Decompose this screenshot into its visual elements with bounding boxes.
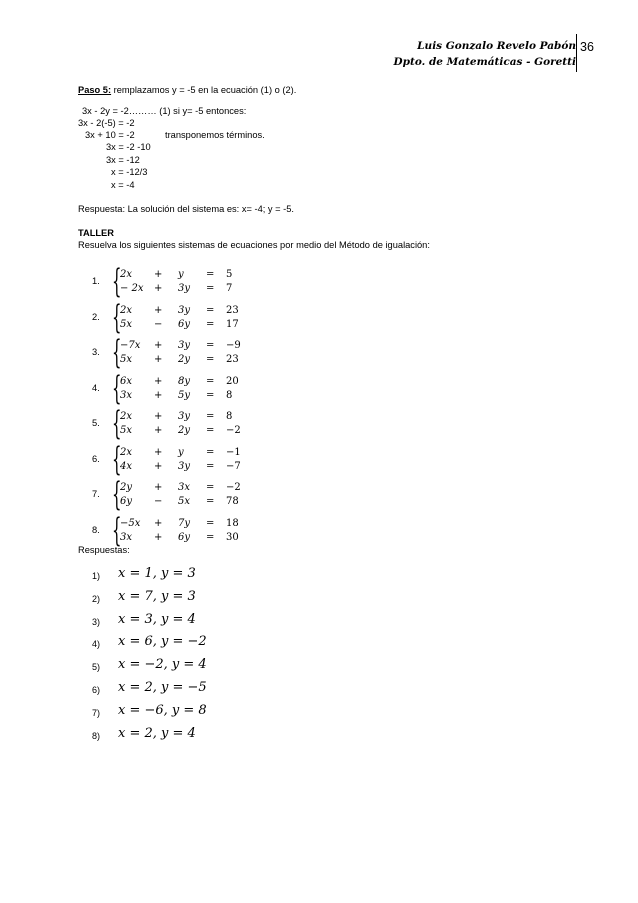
brace-icon: { xyxy=(112,332,122,371)
equation-term: 7y xyxy=(178,517,191,529)
equation-term: 2x xyxy=(120,411,133,422)
equation-row xyxy=(120,353,300,367)
work-line-6: 3x = -12 xyxy=(106,155,140,165)
equation-term: 6y xyxy=(178,531,191,543)
equation-term: 2x xyxy=(120,446,133,458)
work-line-7: x = -12/3 xyxy=(111,167,148,177)
equation-term: 3y xyxy=(178,340,191,351)
equation-term: 4x xyxy=(120,460,133,472)
equation-term: = xyxy=(206,411,215,422)
equation-term: 3y xyxy=(178,283,191,294)
equation-term: −7x xyxy=(120,340,141,351)
equation-term: 5 xyxy=(226,269,233,280)
equation-term: = xyxy=(206,446,215,458)
equation-row xyxy=(120,375,300,389)
equation-term: = xyxy=(206,496,215,507)
equation-term: = xyxy=(206,482,215,493)
answer-value: x = −6, y = 8 xyxy=(118,702,207,718)
equation-term: + xyxy=(154,283,163,294)
system-equations xyxy=(120,339,300,367)
system-number: 2. xyxy=(92,311,100,322)
header-dept: Dpto. de Matemáticas - Goretti xyxy=(393,56,576,68)
equation-term: + xyxy=(154,425,163,436)
answer-value: x = −2, y = 4 xyxy=(118,657,207,673)
equation-term: = xyxy=(206,318,215,330)
equation-term: y xyxy=(178,269,184,280)
equation-row xyxy=(120,481,300,495)
equation-term: 5x xyxy=(120,354,133,365)
equation-term: 78 xyxy=(226,496,239,507)
system-number: 3. xyxy=(92,347,100,357)
equation-row xyxy=(120,268,300,282)
equation-term: 6x xyxy=(120,375,133,387)
system-number: 5. xyxy=(92,418,100,428)
system-equations xyxy=(120,517,300,545)
equation-row xyxy=(120,517,300,531)
answer-value: x = 1, y = 3 xyxy=(118,566,196,581)
answer-value: x = 6, y = −2 xyxy=(118,634,207,650)
answer-number: 7) xyxy=(92,707,101,718)
equation-term: −5x xyxy=(120,517,141,529)
system-equations xyxy=(120,268,300,296)
equation-term: −2 xyxy=(226,482,241,493)
page-number: 36 xyxy=(580,40,594,54)
equation-term: 5x xyxy=(120,425,133,436)
equation-term: = xyxy=(206,531,215,543)
work-line-3: 3x + 10 = -2 xyxy=(85,130,135,140)
equation-row xyxy=(120,495,300,509)
answer-number: 8) xyxy=(92,730,101,741)
answer-number: 3) xyxy=(92,616,101,627)
equation-row xyxy=(120,446,300,460)
brace-icon: { xyxy=(112,261,122,300)
equation-term: 20 xyxy=(226,375,239,387)
step5-text: remplazamos y = -5 en la ecuación (1) o (2). xyxy=(111,85,297,95)
equation-row xyxy=(120,389,300,403)
equation-term: + xyxy=(154,269,163,280)
equation-term: = xyxy=(206,460,215,472)
brace-icon: { xyxy=(112,438,122,478)
system-equations xyxy=(120,481,300,509)
equation-row xyxy=(120,282,300,296)
answer-number: 5) xyxy=(92,662,101,673)
system-number: 8. xyxy=(92,524,100,535)
system-equations xyxy=(120,375,300,403)
answer-value: x = 7, y = 3 xyxy=(118,588,196,604)
work-line-2: 3x - 2(-5) = -2 xyxy=(78,118,135,128)
equation-term: 3x xyxy=(120,389,133,401)
equation-term: −7 xyxy=(226,460,241,472)
equation-term: + xyxy=(154,517,163,529)
work-line-8: x = -4 xyxy=(111,180,135,190)
equation-term: + xyxy=(154,304,163,316)
equation-term: 23 xyxy=(226,354,239,365)
equation-term: 3x xyxy=(120,531,133,543)
equation-term: 2x xyxy=(120,304,133,316)
equation-term: + xyxy=(154,531,163,543)
system-number: 4. xyxy=(92,382,100,393)
equation-row xyxy=(120,531,300,545)
equation-term: 7 xyxy=(226,283,233,294)
system-equations xyxy=(120,410,300,438)
answers-title: Respuestas: xyxy=(78,545,130,555)
equation-term: 2y xyxy=(120,482,133,493)
answer-number: 4) xyxy=(92,639,101,650)
equation-term: 5x xyxy=(178,496,191,507)
equation-row xyxy=(120,410,300,424)
equation-term: = xyxy=(206,389,215,401)
equation-term: + xyxy=(154,375,163,387)
equation-term: 17 xyxy=(226,318,239,330)
equation-term: 2y xyxy=(178,354,191,365)
equation-term: = xyxy=(206,269,215,280)
taller-instruction: Resuelva los siguientes sistemas de ecuaciones por medio del Método de igualación: xyxy=(78,240,430,250)
equation-row xyxy=(120,318,300,332)
equation-term: − xyxy=(154,496,163,507)
equation-term: + xyxy=(154,411,163,422)
brace-icon: { xyxy=(112,474,122,513)
equation-term: −2 xyxy=(226,425,241,436)
system-number: 6. xyxy=(92,453,100,464)
answer-value: x = 2, y = 4 xyxy=(118,725,196,741)
equation-term: = xyxy=(206,517,215,529)
equation-term: 30 xyxy=(226,531,239,543)
equation-term: −9 xyxy=(226,340,241,351)
equation-term: 8y xyxy=(178,375,191,387)
equation-term: − 2x xyxy=(120,283,144,294)
equation-term: + xyxy=(154,446,163,458)
step5-label: Paso 5: xyxy=(78,85,112,95)
equation-term: 3y xyxy=(178,411,191,422)
equation-term: 6y xyxy=(178,318,191,330)
brace-icon: { xyxy=(112,509,122,549)
answer-value: x = 3, y = 4 xyxy=(118,611,196,627)
equation-term: = xyxy=(206,375,215,387)
header-author: Luis Gonzalo Revelo Pabón xyxy=(417,40,576,52)
answer-value: x = 2, y = −5 xyxy=(118,680,207,695)
step5-paragraph xyxy=(78,84,296,96)
brace-icon: { xyxy=(112,367,122,407)
equation-row xyxy=(120,460,300,474)
work-line-5: 3x = -2 -10 xyxy=(106,142,151,152)
equation-term: = xyxy=(206,354,215,365)
equation-term: + xyxy=(154,460,163,472)
brace-icon: { xyxy=(112,403,122,442)
equation-term: = xyxy=(206,425,215,436)
system-number: 7. xyxy=(92,489,100,499)
page-header xyxy=(394,38,576,70)
equation-term: + xyxy=(154,389,163,401)
equation-term: 23 xyxy=(226,304,239,316)
answer-number: 1) xyxy=(92,571,101,581)
equation-term: 3x xyxy=(178,482,191,493)
equation-term: + xyxy=(154,354,163,365)
brace-icon: { xyxy=(112,296,122,336)
equation-term: = xyxy=(206,340,215,351)
equation-term: − xyxy=(154,318,163,330)
equation-term: 5y xyxy=(178,389,191,401)
equation-term: 2y xyxy=(178,425,191,436)
system-number: 1. xyxy=(92,276,100,286)
equation-term: + xyxy=(154,482,163,493)
equation-term: 8 xyxy=(226,411,233,422)
solution-statement: Respuesta: La solución del sistema es: x= -4; y = -5. xyxy=(78,204,295,214)
taller-title: TALLER xyxy=(78,228,114,238)
equation-term: + xyxy=(154,340,163,351)
answer-number: 2) xyxy=(92,593,101,604)
equation-term: y xyxy=(178,446,184,458)
answer-number: 6) xyxy=(92,685,101,695)
equation-row xyxy=(120,424,300,438)
equation-term: = xyxy=(206,283,215,294)
equation-term: 3y xyxy=(178,460,191,472)
equation-term: = xyxy=(206,304,215,316)
equation-term: 2x xyxy=(120,269,133,280)
equation-term: 3y xyxy=(178,304,191,316)
work-line-4: transponemos términos. xyxy=(165,130,265,140)
equation-term: 8 xyxy=(226,389,233,401)
equation-row xyxy=(120,339,300,353)
work-line-1: 3x - 2y = -2……… (1) si y= -5 entonces: xyxy=(82,106,247,116)
equation-term: 5x xyxy=(120,318,133,330)
equation-term: 18 xyxy=(226,517,239,529)
equation-term: −1 xyxy=(226,446,241,458)
system-equations xyxy=(120,304,300,332)
equation-term: 6y xyxy=(120,496,133,507)
system-equations xyxy=(120,446,300,474)
header-divider xyxy=(576,34,577,72)
equation-row xyxy=(120,304,300,318)
